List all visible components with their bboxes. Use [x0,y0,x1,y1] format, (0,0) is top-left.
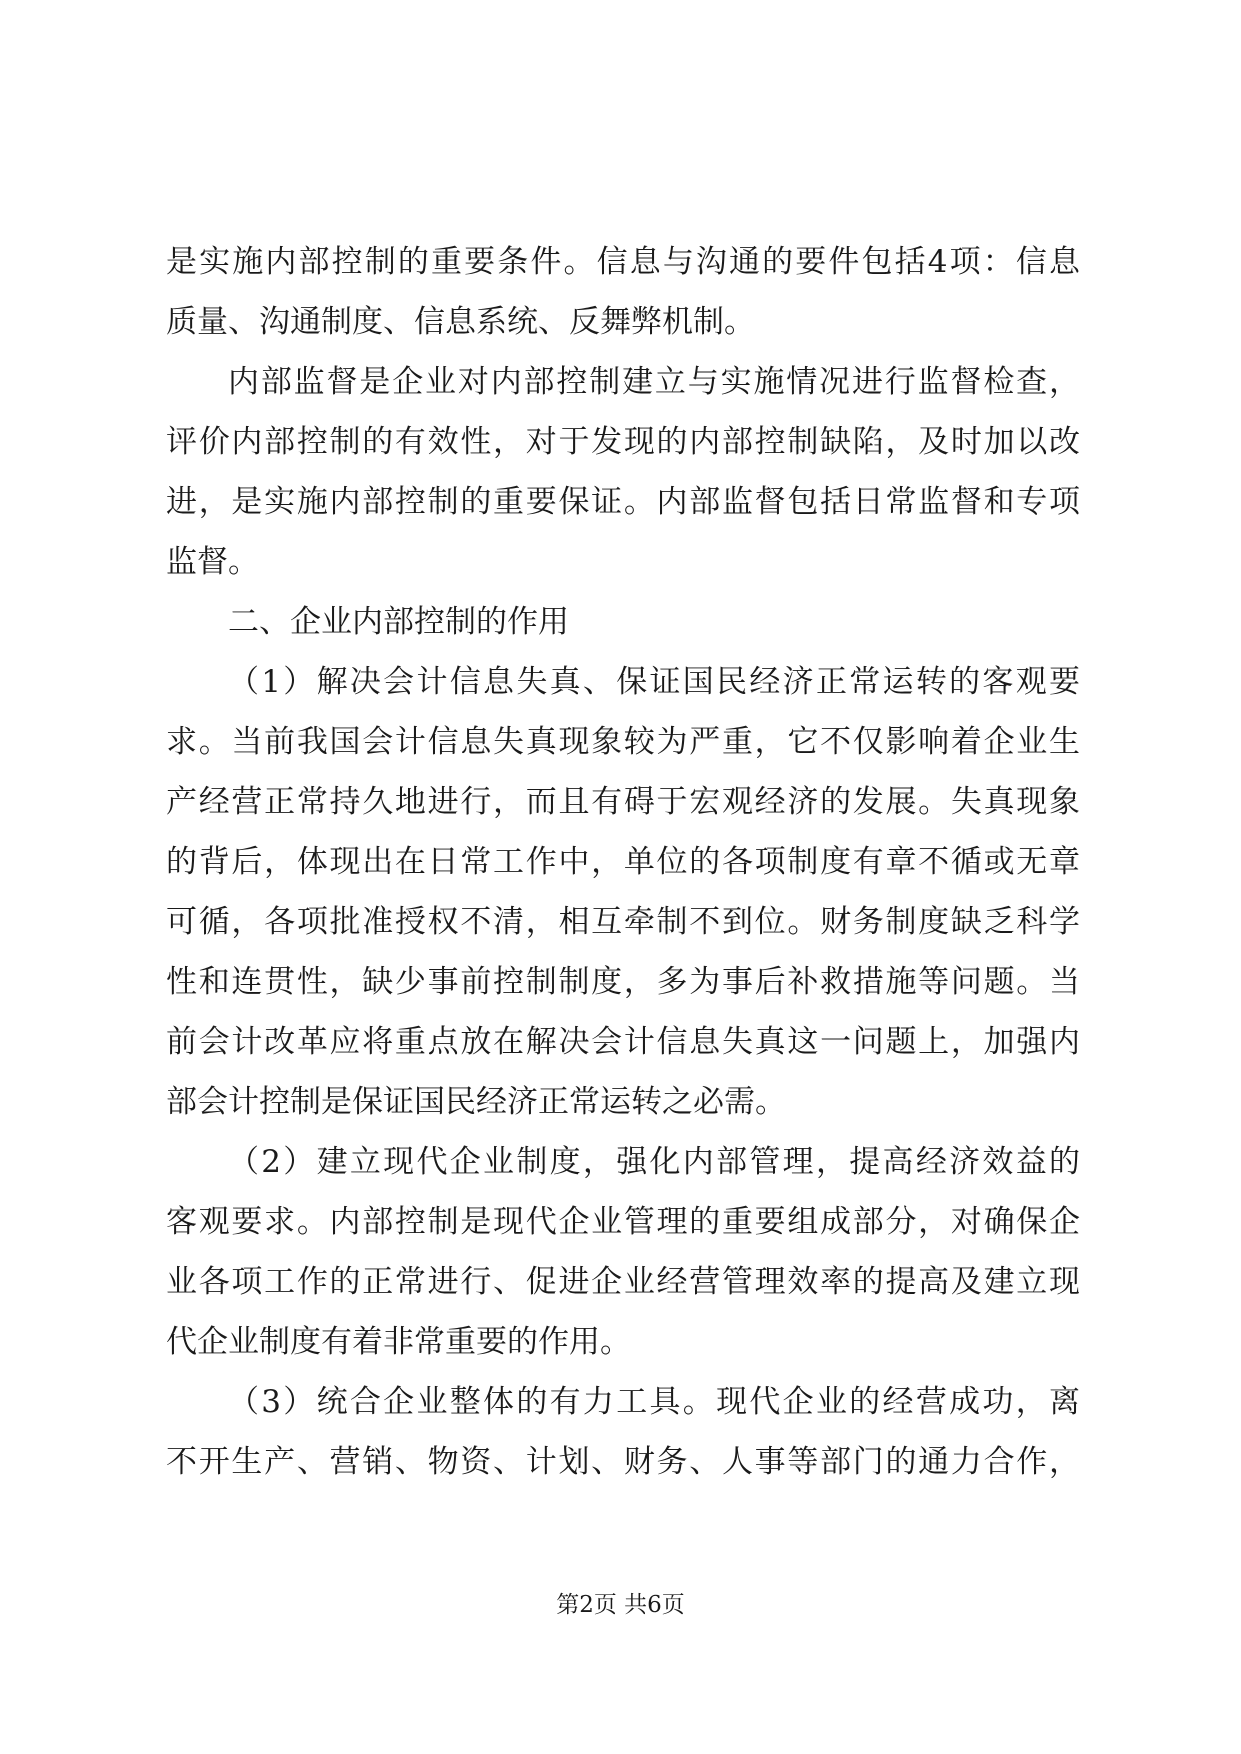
text-line: 内部监督是企业对内部控制建立与实施情况进行监督检查， [228,364,1080,400]
text-line: 代企业制度有着非常重要的作用。 [166,1324,631,1360]
text-line: 前会计改革应将重点放在解决会计信息失真这一问题上，加强内 [166,1024,1080,1060]
text-line: 业各项工作的正常进行、促进企业经营管理效率的提高及建立现 [166,1264,1080,1300]
text-line: 部会计控制是保证国民经济正常运转之必需。 [166,1084,786,1120]
text-line: 客观要求。内部控制是现代企业管理的重要组成部分，对确保企 [166,1204,1080,1240]
section-heading: 二、企业内部控制的作用 [228,604,569,640]
text-line: 质量、沟通制度、信息系统、反舞弊机制。 [166,304,755,340]
page-number-footer: 第2页 共6页 [556,1592,685,1618]
text-line: 监督。 [166,544,259,580]
text-line: （3）统合企业整体的有力工具。现代企业的经营成功，离 [228,1384,1080,1420]
document-body [166,232,1080,1492]
text-line: 不开生产、营销、物资、计划、财务、人事等部门的通力合作， [166,1444,1080,1480]
text-line: 可循，各项批准授权不清，相互牵制不到位。财务制度缺乏科学 [166,904,1080,940]
text-line: 是实施内部控制的重要条件。信息与沟通的要件包括4项：信息 [166,244,1080,280]
text-line: 评价内部控制的有效性，对于发现的内部控制缺陷，及时加以改 [166,424,1080,460]
text-line: 求。当前我国会计信息失真现象较为严重，它不仅影响着企业生 [166,724,1080,760]
text-line: 性和连贯性，缺少事前控制制度，多为事后补救措施等问题。当 [166,964,1080,1000]
text-line: （2）建立现代企业制度，强化内部管理，提高经济效益的 [228,1144,1080,1180]
text-line: 的背后，体现出在日常工作中，单位的各项制度有章不循或无章 [166,844,1080,880]
text-line: 产经营正常持久地进行，而且有碍于宏观经济的发展。失真现象 [166,784,1080,820]
text-line: （1）解决会计信息失真、保证国民经济正常运转的客观要 [228,664,1080,700]
text-line: 进，是实施内部控制的重要保证。内部监督包括日常监督和专项 [166,484,1080,520]
